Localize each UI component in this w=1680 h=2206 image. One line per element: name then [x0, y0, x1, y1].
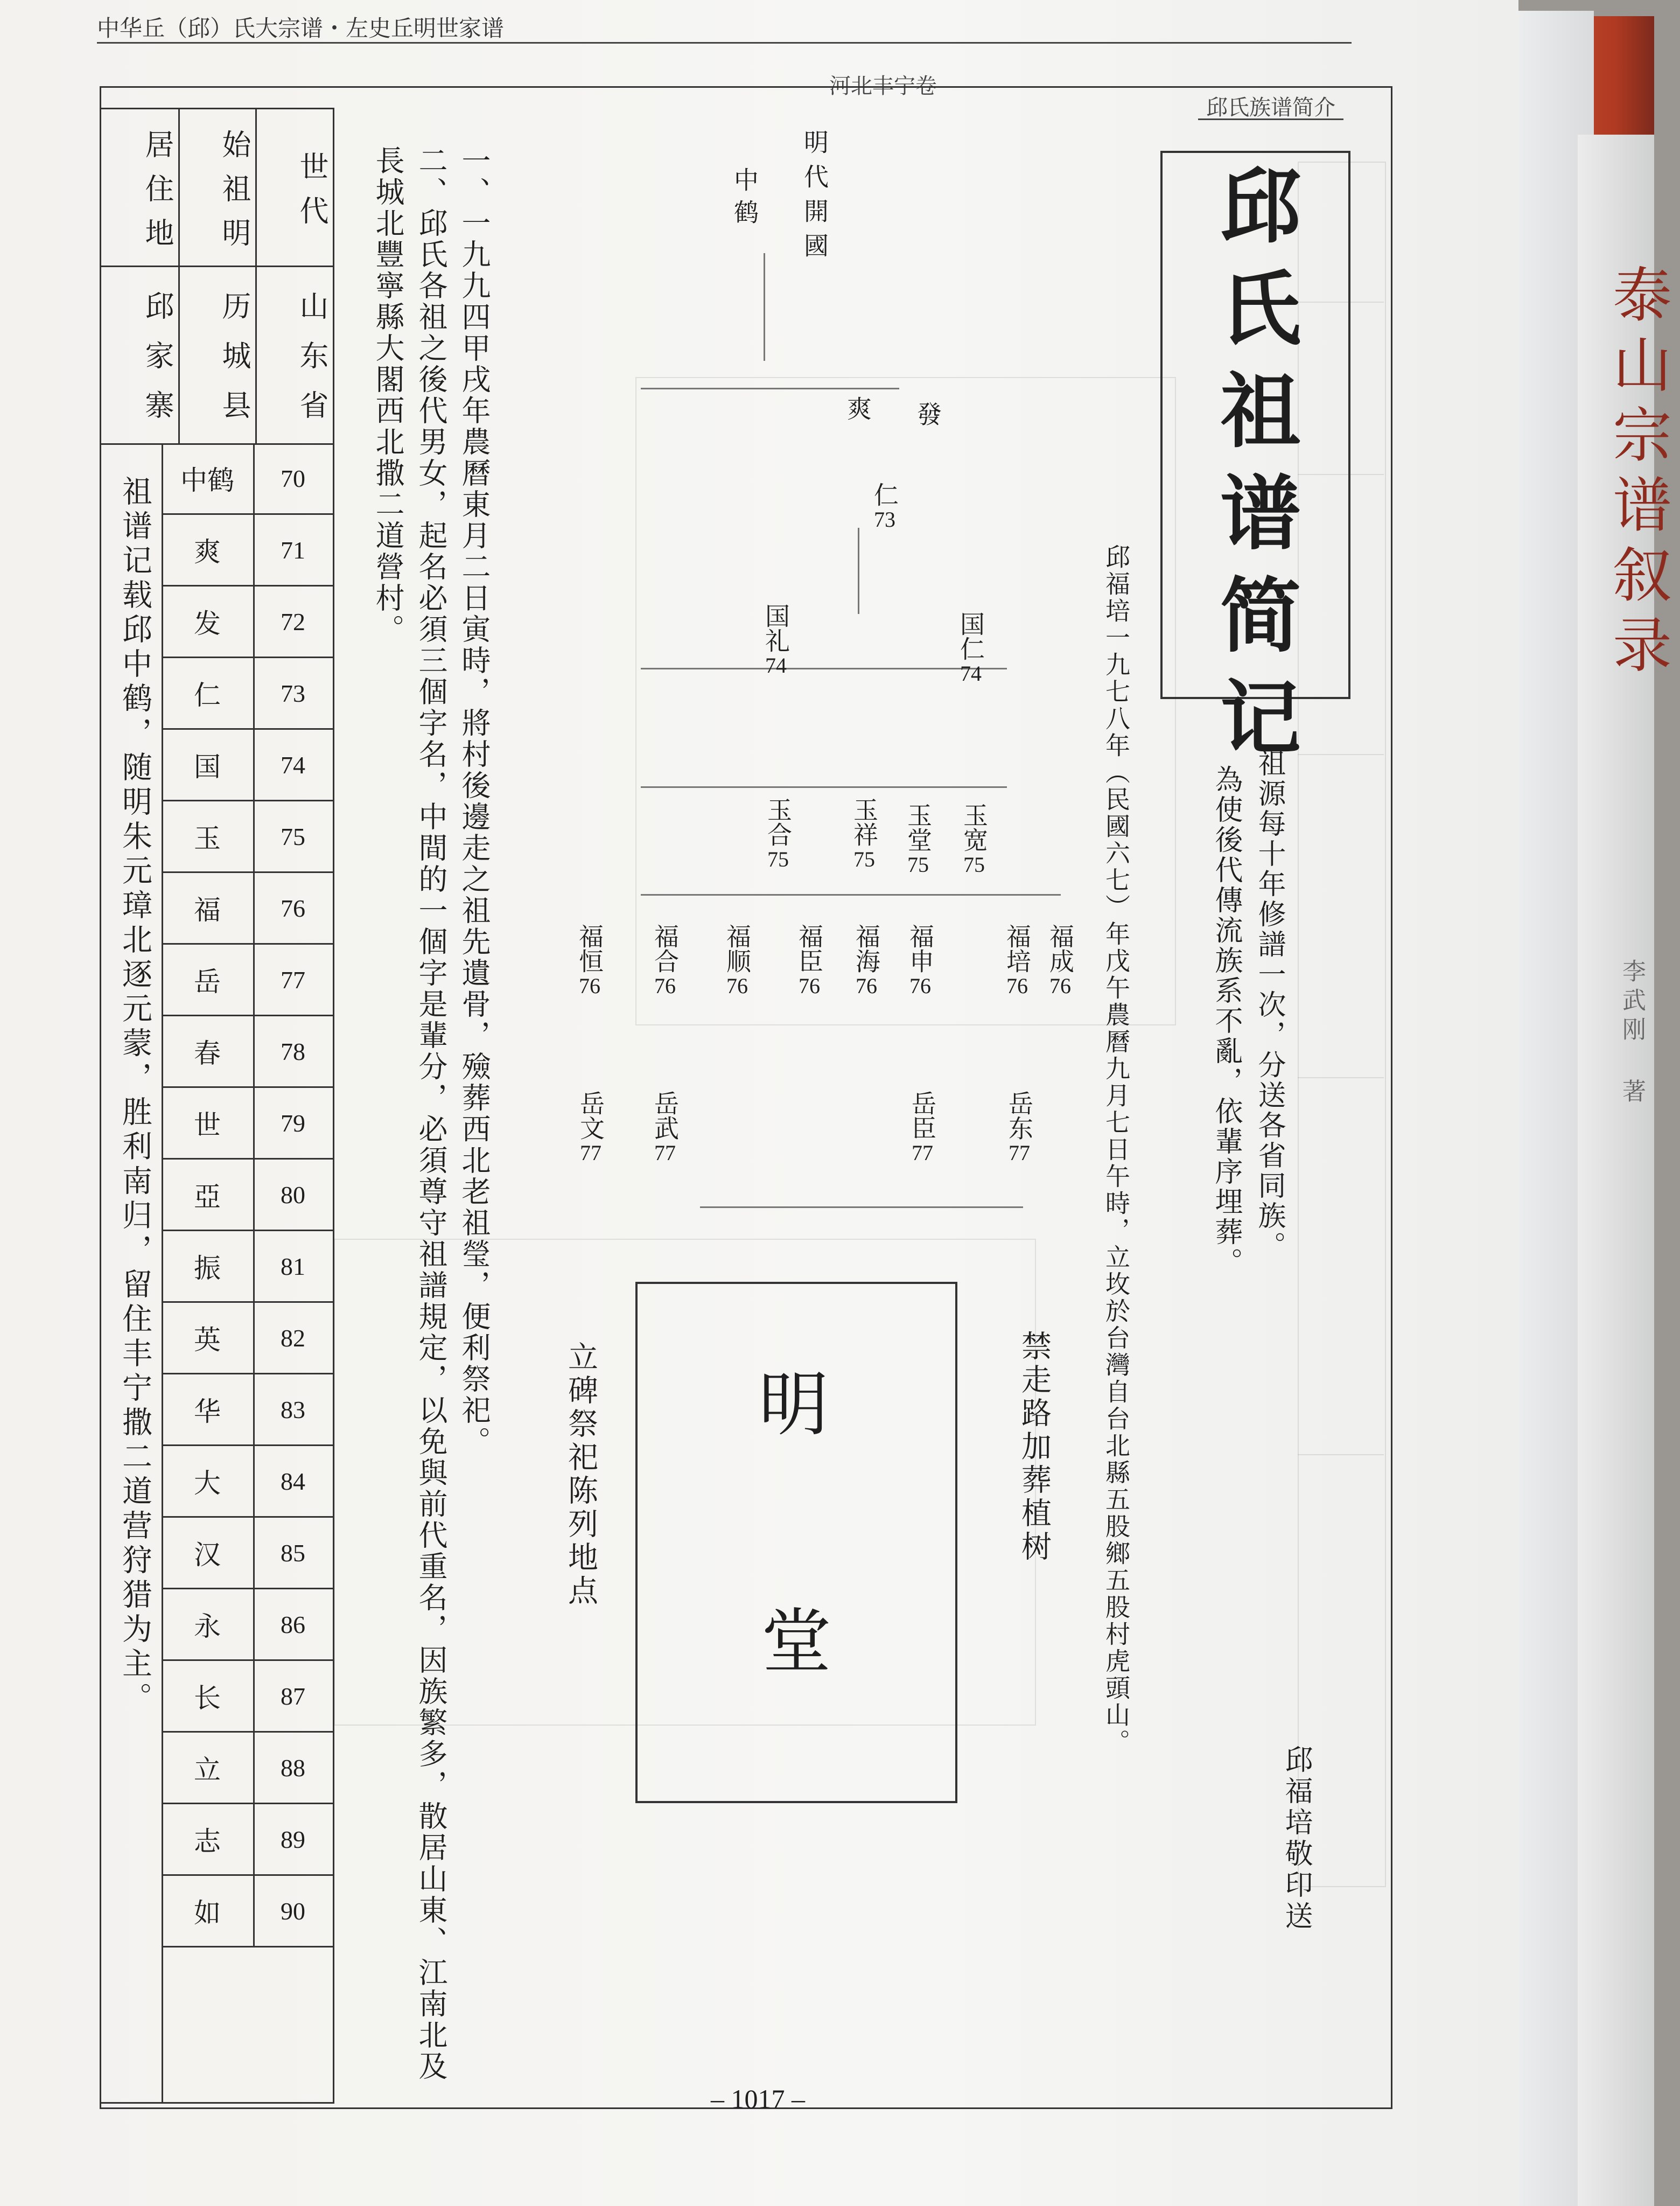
origin-row — [101, 266, 333, 445]
generation-number: 88 — [281, 1754, 305, 1782]
table-row — [162, 1446, 333, 1518]
table-row — [162, 587, 333, 658]
generation-char: 爽 — [162, 515, 255, 585]
tree-gen71: 爽 — [843, 396, 872, 421]
generation-table — [100, 108, 334, 2104]
tree-node-name: 玉合 — [764, 797, 793, 847]
title-box — [1160, 151, 1350, 778]
tree-node-num: 77 — [912, 1141, 933, 1165]
generation-char: 英 — [162, 1303, 255, 1373]
tree-node — [999, 924, 1035, 999]
table-row — [162, 873, 333, 945]
adjacent-book-title: 泰山宗谱叙录 — [1603, 264, 1672, 684]
generation-char: 玉 — [162, 801, 255, 871]
generation-char: 志 — [162, 1804, 255, 1874]
tree-line — [700, 1206, 1023, 1208]
table-row — [162, 801, 333, 873]
tree-gen72: 發 — [913, 401, 942, 426]
generation-char: 发 — [162, 587, 255, 657]
generation-char: 如 — [162, 1876, 255, 1946]
header-rule — [97, 42, 1352, 44]
table-row — [162, 1231, 333, 1303]
tree-node — [760, 797, 796, 872]
table-row — [162, 1016, 333, 1088]
origin-village: 邱家寨 — [141, 291, 174, 439]
genealogy-note: 祖谱记载邱中鹤，随明朱元璋北逐元蒙，胜利南归，留住丰宁撒二道营狩猎为主。 — [117, 476, 152, 1716]
generation-char: 中鹤 — [162, 443, 255, 513]
tree-node-num: 76 — [909, 974, 931, 998]
tree-node — [573, 1091, 608, 1165]
burial-order-note: 為使後代傳流族系不亂，依輩序埋葬。 — [1210, 765, 1242, 1277]
header-residence: 居住地 — [141, 129, 174, 262]
generation-number: 89 — [281, 1825, 305, 1853]
note-item: 二、邱氏各祖之後代男女，起名必須三個字名，中間的一個字是輩分，必須尊守祖譜規定，以免與前代重名，因族繁多，散居山東、江南北及 — [414, 145, 448, 2082]
generation-number: 70 — [281, 464, 305, 492]
tree-node-num: 76 — [654, 974, 676, 998]
tree-node — [647, 1091, 683, 1165]
tree-node-num: 76 — [1049, 974, 1071, 998]
generation-number: 71 — [281, 536, 305, 564]
generation-number: 79 — [281, 1109, 305, 1137]
bleed-through — [1298, 1454, 1384, 1455]
tree-node-name: 福培 — [1003, 924, 1032, 973]
note-item: 長城北豐寧縣大閣西北撒二道營村。 — [371, 145, 405, 645]
generation-number: 77 — [281, 966, 305, 994]
generation-char: 仁 — [162, 658, 255, 728]
generation-char: 国 — [162, 730, 255, 800]
tree-node — [1042, 924, 1078, 999]
generation-number: 72 — [281, 608, 305, 636]
tree-node-num: 77 — [654, 1141, 676, 1165]
origin-county: 历城县 — [218, 291, 251, 439]
tree-node — [849, 924, 884, 999]
header-generation: 世代 — [295, 151, 329, 240]
generation-char: 振 — [162, 1231, 255, 1301]
table-row — [162, 730, 333, 801]
tree-node-name: 岳武 — [650, 1091, 680, 1140]
ancestral-hall-top: 明 — [758, 1364, 834, 1446]
generation-char: 立 — [162, 1733, 255, 1803]
tree-node-name: 岳东 — [1005, 1091, 1034, 1140]
tree-node-num: 76 — [1006, 974, 1028, 998]
tree-founder-dynasty: 明代開國 — [800, 129, 829, 267]
burial-rule-label: 禁走路加葬植树 — [1017, 1330, 1052, 1564]
generation-char: 大 — [162, 1446, 255, 1516]
generation-number: 81 — [281, 1252, 305, 1280]
note-item: 一、一九九四甲戌年農曆東月二日寅時，將村後邊走之祖先遺骨，殮葬西北老祖瑩，便利祭祀。 — [457, 145, 491, 1457]
table-row — [162, 945, 333, 1016]
generation-char: 长 — [162, 1661, 255, 1731]
tree-gen73 — [867, 482, 902, 532]
tree-node-name: 玉宽 — [960, 802, 989, 852]
tree-node-name: 福顺 — [723, 924, 752, 973]
revision-note: 祖源每十年修譜一次，分送各省同族。 — [1253, 749, 1285, 1261]
tree-node-num: 76 — [579, 974, 600, 998]
header-founder: 始祖明 — [218, 129, 251, 262]
tree-node — [953, 611, 989, 686]
generation-number: 75 — [281, 822, 305, 850]
tree-node-name: 福海 — [852, 924, 881, 973]
generation-number: 73 — [281, 679, 305, 707]
running-header: 中华丘（邱）氏大宗谱・左史丘明世家谱 — [97, 15, 505, 41]
tree-node-name: 国礼 — [761, 603, 790, 653]
generation-number: 85 — [281, 1539, 305, 1567]
tree-node-name: 岳文 — [576, 1091, 605, 1140]
page-number: – 1017 – — [711, 2084, 805, 2114]
table-row — [162, 1518, 333, 1589]
tree-line — [764, 253, 765, 361]
page-title: 邱氏祖谱简记 — [1206, 164, 1300, 778]
generation-number: 86 — [281, 1610, 305, 1638]
tree-line — [641, 388, 899, 389]
table-row — [162, 1374, 333, 1446]
table-row — [162, 1088, 333, 1160]
table-row — [162, 1661, 333, 1733]
generation-char: 岳 — [162, 945, 255, 1015]
tree-node-num: 75 — [853, 847, 875, 871]
generation-number: 78 — [281, 1037, 305, 1065]
adjacent-book-author: 李武刚 著 — [1618, 959, 1646, 1108]
tree-node-name: 福臣 — [795, 924, 824, 973]
tree-node — [792, 924, 827, 999]
tree-node-num: 77 — [1009, 1141, 1030, 1165]
table-header — [101, 109, 333, 267]
tree-node-name: 福恒 — [575, 924, 604, 973]
generation-char: 永 — [162, 1589, 255, 1659]
ancestral-hall-bottom: 堂 — [761, 1601, 831, 1683]
tree-node — [719, 924, 755, 999]
table-row — [162, 1303, 333, 1374]
generation-char: 世 — [162, 1088, 255, 1158]
generation-char: 福 — [162, 873, 255, 943]
table-row — [162, 658, 333, 730]
tree-node — [900, 802, 936, 877]
origin-province: 山东省 — [295, 291, 329, 439]
generation-number: 76 — [281, 894, 305, 922]
generation-number: 83 — [281, 1395, 305, 1423]
tree-node-name: 玉堂 — [904, 802, 933, 852]
ancestral-hall-box — [635, 1282, 957, 1803]
tree-node-num: 76 — [726, 974, 748, 998]
table-row — [162, 443, 333, 515]
tree-node — [758, 603, 794, 678]
table-row — [162, 1876, 333, 1947]
tree-line — [641, 668, 1007, 669]
region-label: 河北丰宁卷 — [829, 74, 937, 99]
generation-number: 82 — [281, 1324, 305, 1352]
tree-node-name: 玉祥 — [850, 797, 879, 847]
tree-node-num: 75 — [963, 853, 985, 877]
compiler-record: 邱福培一九七八年（民國六七）年戊午農曆九月七日午時，立坆於台灣自台北縣五股鄉五股村虎頭山。 — [1102, 544, 1131, 1756]
tree-node-num: 77 — [580, 1141, 601, 1165]
tree-node-num: 75 — [767, 847, 789, 871]
tree-node-num: 74 — [765, 653, 787, 678]
generation-number: 84 — [281, 1467, 305, 1495]
generation-number: 80 — [281, 1181, 305, 1209]
tree-node-name: 福成 — [1046, 924, 1075, 973]
tree-node-name: 福合 — [650, 924, 680, 973]
genealogy-note-cell — [101, 443, 163, 2102]
tree-gen73-num: 73 — [874, 507, 895, 532]
generation-number: 87 — [281, 1682, 305, 1710]
generation-char: 华 — [162, 1374, 255, 1444]
generation-number: 74 — [281, 751, 305, 779]
generation-rows — [162, 443, 333, 1947]
memorial-site-label: 立碑祭祀陈列地点 — [563, 1341, 598, 1608]
tree-node — [905, 1091, 940, 1165]
signature: 邱福培敬印送 — [1280, 1745, 1312, 1932]
tree-line — [858, 528, 859, 614]
tree-node — [647, 924, 683, 999]
bleed-through — [1298, 1077, 1384, 1078]
generation-char: 亞 — [162, 1160, 255, 1230]
table-row — [162, 1733, 333, 1804]
tree-founder-name: 中鹤 — [730, 167, 759, 232]
generation-number: 90 — [281, 1897, 305, 1925]
tree-node — [902, 924, 938, 999]
tree-node-name: 福申 — [906, 924, 935, 973]
table-row — [162, 1160, 333, 1231]
table-row — [162, 1589, 333, 1661]
section-label: 邱氏族谱简介 — [1206, 95, 1335, 120]
tree-node — [572, 924, 607, 999]
tree-node-num: 76 — [799, 974, 820, 998]
tree-line — [641, 894, 1061, 896]
tree-node-name: 国仁 — [956, 611, 985, 661]
tree-node — [1002, 1091, 1037, 1165]
tree-node-num: 75 — [907, 853, 929, 877]
tree-node-name: 岳臣 — [908, 1091, 937, 1140]
table-row — [162, 515, 333, 587]
tree-node-num: 74 — [960, 661, 982, 686]
tree-line — [641, 786, 1007, 788]
table-row — [162, 1804, 333, 1876]
tree-node — [846, 797, 882, 872]
generation-char: 春 — [162, 1016, 255, 1086]
generation-char: 汉 — [162, 1518, 255, 1588]
tree-node-num: 76 — [856, 974, 877, 998]
tree-gen73-name: 仁 — [870, 482, 899, 507]
tree-node — [956, 802, 992, 877]
